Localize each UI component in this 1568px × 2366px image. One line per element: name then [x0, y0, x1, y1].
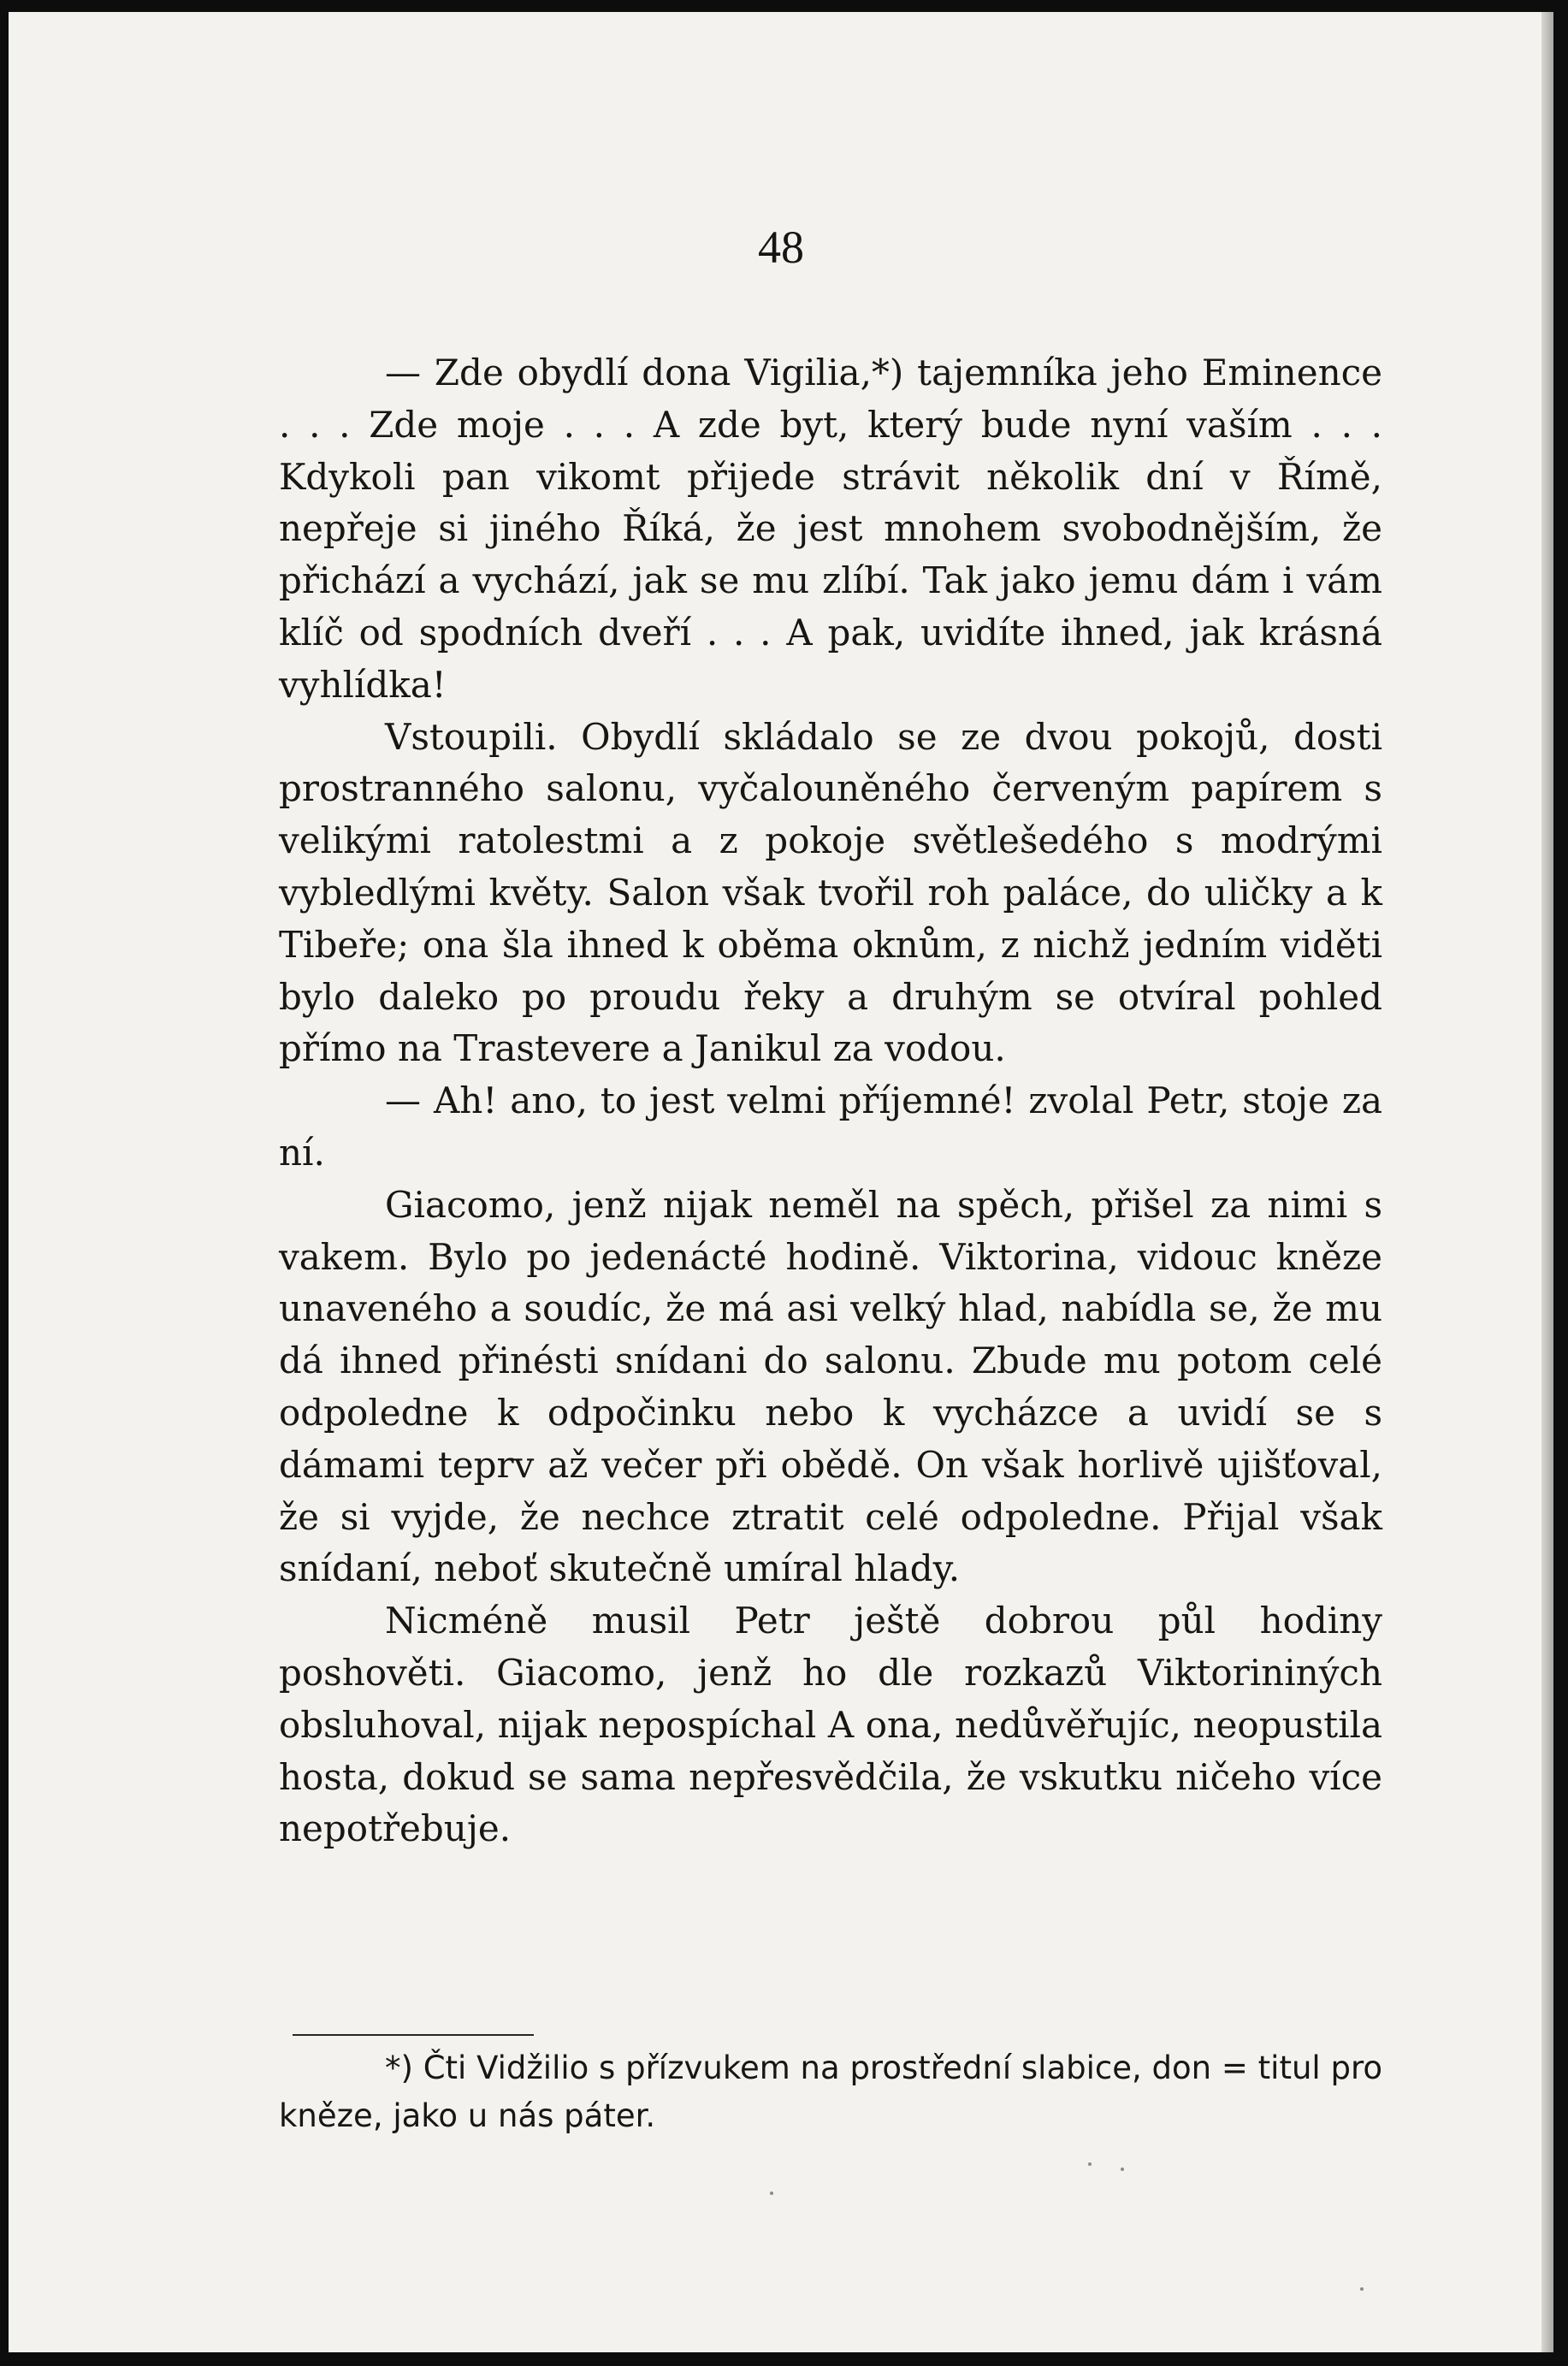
paragraph-petr-exclamation: — Ah! ano, to jest velmi příjemné! zvolal Petr, stoje za ní.: [279, 1079, 1382, 1174]
scan-speck: [1360, 2287, 1364, 2291]
paragraph-giacomo-breakfast: Giacomo, jenž nijak neměl na spěch, přišel za nimi s vakem. Bylo po jedenácté hodině. Viktorina, vidouc kněze unaveného a soudíc, že má asi velký hlad, nabídla se, že mu dá ihned přinésti snídani do salonu. Zbude mu potom celé odpoledne k odpočinku nebo k vycházce a uvidí se s dámami teprv až večer při obědě. On však horlivě ujišťoval, že si vyjde, že nechce ztratit celé odpoledne. Přijal však snídaní, neboť skutečně umíral hlady.: [279, 1183, 1382, 1590]
scan-page-edge: [1541, 12, 1553, 2352]
scan-speck: [770, 2192, 773, 2195]
page-number: 48: [758, 222, 804, 273]
paragraph-dialogue-vigilio: — Zde obydlí dona Vigilia,*) tajemníka jeho Eminence . . . Zde moje . . . A zde byt, který bude nyní vaším . . . Kdykoli pan vikomt přijede strávit několik dní v Římě, nepřeje si jiného Říká, že jest mnohem svobodnějším, že přichází a vychází, jak se mu zlíbí. Tak jako jemu dám i vám klíč od spodních dveří . . . A pak, uvidíte ihned, jak krásná vyhlídka!: [279, 352, 1382, 706]
paragraph-waiting: Nicméně musil Petr ještě dobrou půl hodiny poshověti. Giacomo, jenž ho dle rozkazů Viktorininých obsluhoval, nijak nepospíchal A ona, nedůvěřujíc, neopustila hosta, dokud se sama nepřesvědčila, že vskutku ničeho více nepotřebuje.: [279, 1600, 1382, 1850]
paragraph-apartment-description: Vstoupili. Obydlí skládalo se ze dvou pokojů, dosti prostranného salonu, vyčalouněného červeným papírem s velikými ratolestmi a z pokoje světlešedého s modrými vybledlými květy. Salon však tvořil roh paláce, do uličky a k Tibeře; ona šla ihned k oběma oknům, z nichž jedním viděti bylo daleko po proudu řeky a druhým se otvíral pohled přímo na Trastevere a Janikul za vodou.: [279, 715, 1382, 1070]
body-text: [279, 347, 1382, 1855]
scan-speck: [1121, 2168, 1124, 2171]
footnote: *) Čti Vidžilio s přízvukem na prostřední slabice, don = titul pro kněze, jako u nás páter.: [279, 2050, 1382, 2134]
footnote-divider: [293, 2034, 534, 2036]
scan-speck: [1088, 2162, 1092, 2166]
book-page: [9, 12, 1553, 2352]
